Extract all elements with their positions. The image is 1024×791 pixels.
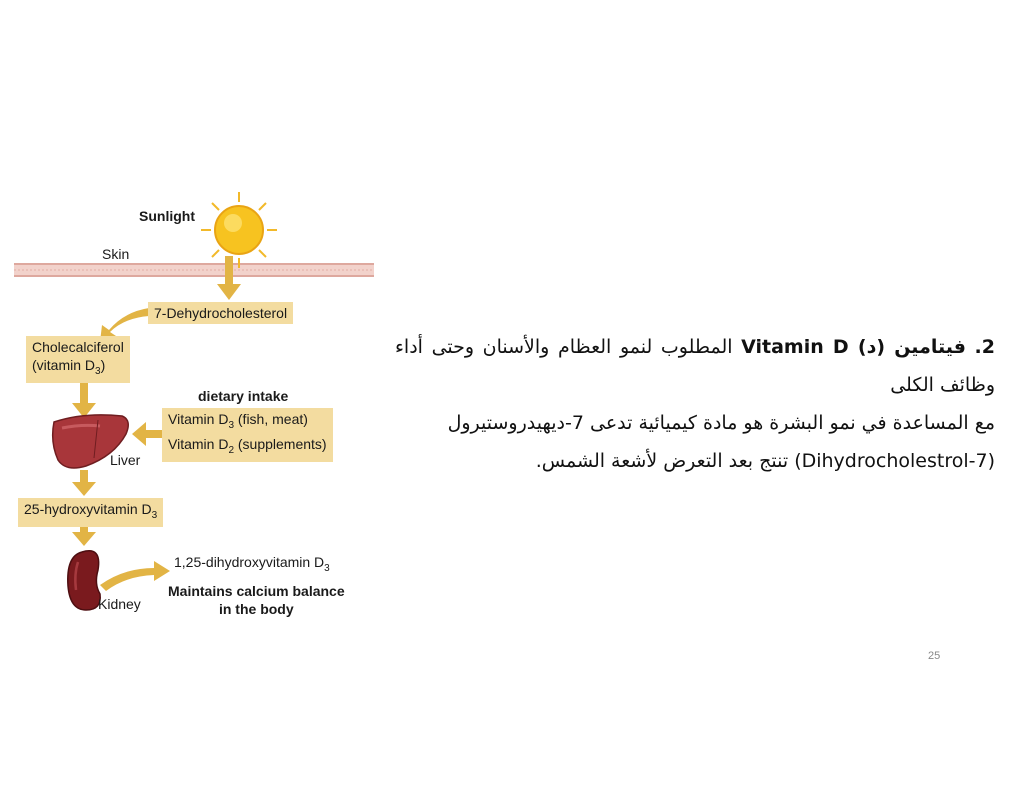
- kidney-label: Kidney: [98, 596, 141, 612]
- description-line-1: .2 فيتامين (د) Vitamin D المطلوب لنمو العظام والأسنان وحتى أداء وظائف الكلى: [395, 336, 995, 396]
- sun-icon: [201, 192, 277, 268]
- cholecalciferol-label: Cholecalciferol: [32, 339, 124, 355]
- vitamin-d2-source: Vitamin $D_2$ (supplements): [168, 435, 327, 456]
- dietary-intake-label: dietary intake: [198, 388, 289, 404]
- hydroxyvitamin-label: 25-hydroxyvitamin $D_3$: [24, 501, 158, 521]
- liver-label: Liver: [110, 452, 141, 468]
- calcium-balance-label: Maintains calcium balance in the body: [168, 583, 345, 617]
- vitamin-d-diagram: [14, 190, 374, 630]
- dehydrocholesterol-label: 7-Dehydrocholesterol: [154, 305, 288, 321]
- cholecalciferol-box: [26, 336, 130, 383]
- description-line-2: مع المساعدة في نمو البشرة هو مادة كيميائية تدعى 7-ديهيدروستيرول: [447, 412, 995, 434]
- description-text: [395, 328, 995, 480]
- cholecalciferol-sublabel: (vitamin $D_3$): [32, 357, 106, 377]
- skin-band: [14, 263, 374, 277]
- sunlight-label: Sunlight: [139, 208, 195, 224]
- skin-label: Skin: [102, 246, 130, 262]
- dehydrocholesterol-box: [148, 302, 293, 324]
- vitamin-d3-source: Vitamin $D_3$ (fish, meat): [168, 411, 308, 431]
- kidney-icon: [68, 551, 100, 610]
- page-number: 25: [928, 650, 941, 662]
- dihydroxyvitamin-label: 1,25-dihydroxyvitamin $D_3$: [174, 554, 330, 574]
- hydroxyvitamin-box: [18, 498, 163, 527]
- description-line-3: (7-Dihydrocholestrol) تنتج بعد التعرض لأشعة الشمس.: [535, 450, 995, 472]
- dietary-sources-box: [162, 408, 333, 462]
